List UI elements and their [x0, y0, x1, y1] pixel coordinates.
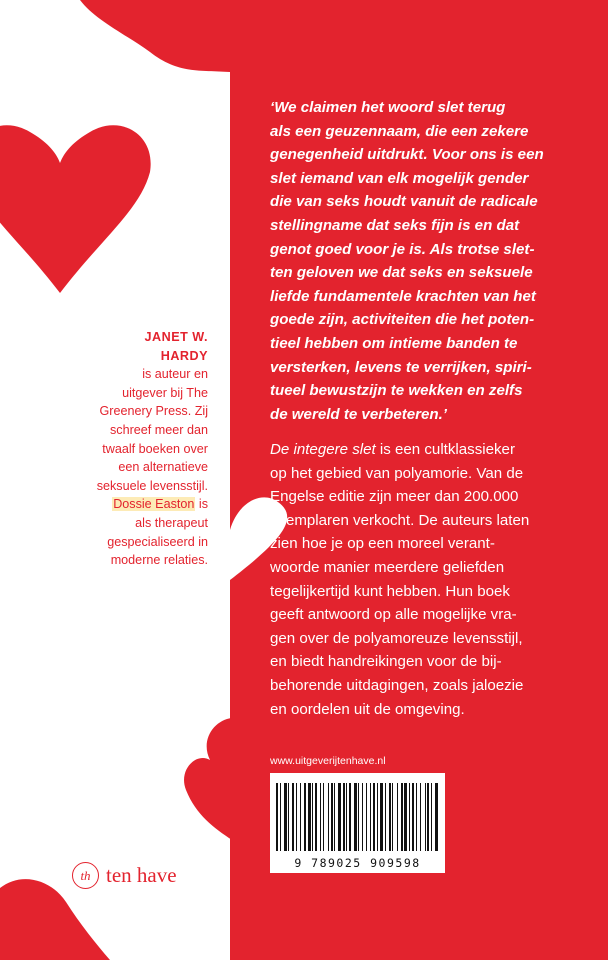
heart-icon	[80, 0, 230, 72]
barcode-bar	[358, 783, 359, 851]
quote-text: ‘We claimen het woord slet terug als een geuzennaam, die een zekere genegenheid uitdrukt. Voor ons is een slet iemand van elk mogelijk gender die van seks houdt vanuit de radicale stellingname dat seks fijn is en dat genot goed voor je is. Als trotse slet- ten geloven we dat seks en seksuele liefde fundamentele krachten van het goede zijn, activiteiten die het poten- tieel hebben om intieme banden te versterken, levens te verrijken, spiri- tueel bewustzijn te wekken en zelfs de wereld te verbeteren.’	[270, 99, 544, 423]
barcode-bar	[312, 783, 313, 851]
barcode-bar	[431, 783, 432, 851]
website-url[interactable]: www.uitgeverijtenhave.nl	[270, 755, 386, 767]
barcode-bar	[354, 783, 357, 851]
barcode-bar	[304, 783, 306, 851]
barcode-bar	[315, 783, 317, 851]
isbn-number: 9 789025 909598	[294, 856, 421, 870]
barcode-bar	[389, 783, 391, 851]
barcode-bar	[409, 783, 410, 851]
barcode-bar	[362, 783, 363, 851]
barcode-bar	[420, 783, 421, 851]
barcode-bar	[380, 783, 383, 851]
barcode-bar	[412, 783, 414, 851]
bio-text-2: is als therapeut gespecialiseerd in moderne relaties.	[107, 497, 208, 568]
barcode-bar	[349, 783, 351, 851]
publisher-name: ten have	[106, 863, 177, 887]
barcode-bar	[392, 783, 393, 851]
book-title: De integere slet	[270, 441, 376, 458]
barcode-bar	[276, 783, 278, 851]
publisher-logo-icon: th	[72, 862, 99, 889]
barcode-bar	[296, 783, 297, 851]
barcode-bar	[401, 783, 403, 851]
barcode-bar	[427, 783, 429, 851]
barcode-bar	[308, 783, 311, 851]
barcode-bar	[300, 783, 301, 851]
barcode-bar	[338, 783, 341, 851]
barcode-bar	[435, 783, 438, 851]
barcode-bar	[343, 783, 345, 851]
heart-icon	[0, 125, 151, 293]
bio-text-1: is auteur en uitgever bij The Greenery Press. Zij schreef meer dan twaalf boeken over een alternatieve seksuele levensstijl.	[96, 367, 208, 493]
barcode-bar	[346, 783, 347, 851]
barcode-bar	[370, 783, 371, 851]
barcode-bar	[331, 783, 333, 851]
barcode-bar	[416, 783, 417, 851]
barcode-bar	[385, 783, 386, 851]
description-text: is een cultklassieker op het gebied van polyamorie. Van de Engelse editie zijn meer dan 200.000 exemplaren verkocht. De auteurs laten zien hoe je op een moreel verant- woorde manier meerdere geliefden tegelijkertijd kunt hebben. Hun boek geeft antwoord op alle mogelijke vra- gen over de polyamoreuze levensstijl, en biedt handreikingen voor de bij- behorende uitdagingen, zoals jaloezie en oordelen uit de omgeving.	[270, 441, 530, 718]
barcode	[270, 773, 445, 873]
barcode-bar	[425, 783, 426, 851]
author-name: JANET W. HARDY	[144, 330, 208, 363]
barcode-bar	[288, 783, 289, 851]
barcode-bar	[284, 783, 287, 851]
heart-icon	[0, 879, 110, 960]
barcode-bar	[323, 783, 324, 851]
description	[270, 438, 588, 721]
highlighted-name: Dossie Easton	[113, 497, 195, 512]
barcode-bar	[366, 783, 367, 851]
barcode-bar	[280, 783, 281, 851]
barcode-bar	[320, 783, 321, 851]
barcode-bar	[404, 783, 407, 851]
barcode-bar	[397, 783, 398, 851]
barcode-bar	[377, 783, 378, 851]
barcode-bar	[328, 783, 329, 851]
heart-icon	[184, 718, 232, 840]
barcode-bar	[373, 783, 375, 851]
author-bio	[96, 328, 208, 570]
barcode-bar	[334, 783, 335, 851]
barcode-bar	[292, 783, 294, 851]
